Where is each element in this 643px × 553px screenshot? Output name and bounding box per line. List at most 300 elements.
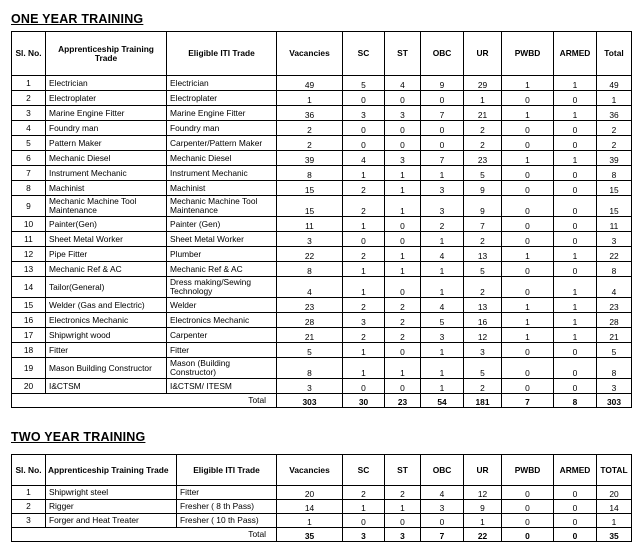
cell-total: 11 (597, 217, 632, 232)
cell-ur: 3 (464, 343, 502, 358)
cell-armed: 0 (554, 196, 597, 217)
cell-vacancies: 4 (277, 277, 343, 298)
table-row (12, 343, 632, 358)
cell-vacancies: 20 (277, 486, 343, 500)
header-obc: OBC (421, 455, 464, 486)
cell-ur: 16 (464, 313, 502, 328)
two-year-table (11, 454, 632, 542)
cell-ur: 2 (464, 277, 502, 298)
cell-armed: 1 (554, 151, 597, 166)
cell-sl: 2 (12, 91, 46, 106)
cell-armed: 0 (554, 262, 597, 277)
cell-sc: 4 (343, 151, 385, 166)
cell-total: 3 (597, 232, 632, 247)
cell-armed: 0 (554, 379, 597, 394)
cell-sc: 5 (343, 76, 385, 91)
cell-vacancies: 1 (277, 514, 343, 528)
total-total: 303 (597, 394, 632, 408)
cell-iti: Machinist (167, 181, 277, 196)
cell-obc: 0 (421, 91, 464, 106)
cell-st: 2 (385, 328, 421, 343)
cell-obc: 3 (421, 328, 464, 343)
cell-iti: I&CTSM/ ITESM (167, 379, 277, 394)
header-trade: Apprenticeship Training Trade (46, 455, 177, 486)
cell-armed: 0 (554, 136, 597, 151)
cell-vacancies: 3 (277, 232, 343, 247)
cell-obc: 4 (421, 486, 464, 500)
cell-sc: 1 (343, 343, 385, 358)
cell-st: 0 (385, 217, 421, 232)
cell-vacancies: 23 (277, 298, 343, 313)
cell-st: 2 (385, 298, 421, 313)
table-row (12, 166, 632, 181)
cell-st: 4 (385, 76, 421, 91)
cell-pwbd: 1 (502, 313, 554, 328)
cell-iti: Welder (167, 298, 277, 313)
table-row (12, 151, 632, 166)
cell-sl: 5 (12, 136, 46, 151)
cell-iti: Fresher ( 8 th Pass) (177, 500, 277, 514)
cell-ur: 12 (464, 486, 502, 500)
cell-ur: 5 (464, 358, 502, 379)
cell-armed: 0 (554, 514, 597, 528)
cell-sl: 18 (12, 343, 46, 358)
cell-sl: 12 (12, 247, 46, 262)
cell-obc: 1 (421, 358, 464, 379)
one-year-title: ONE YEAR TRAINING (11, 12, 144, 26)
header-trade: Apprenticeship Training Trade (46, 32, 167, 76)
cell-obc: 7 (421, 106, 464, 121)
cell-ur: 1 (464, 91, 502, 106)
table-row (12, 247, 632, 262)
cell-trade: Foundry man (46, 121, 167, 136)
table-row (12, 500, 632, 514)
cell-pwbd: 0 (502, 91, 554, 106)
cell-ur: 9 (464, 181, 502, 196)
cell-obc: 3 (421, 196, 464, 217)
cell-iti: Marine Engine Fitter (167, 106, 277, 121)
cell-trade: Pattern Maker (46, 136, 167, 151)
cell-sc: 0 (343, 232, 385, 247)
cell-iti: Sheet Metal Worker (167, 232, 277, 247)
cell-trade: Tailor(General) (46, 277, 167, 298)
cell-st: 1 (385, 181, 421, 196)
cell-trade: Welder (Gas and Electric) (46, 298, 167, 313)
cell-total: 4 (597, 277, 632, 298)
cell-trade: Shipwright wood (46, 328, 167, 343)
cell-obc: 5 (421, 313, 464, 328)
cell-total: 8 (597, 262, 632, 277)
cell-armed: 1 (554, 298, 597, 313)
cell-armed: 1 (554, 76, 597, 91)
cell-total: 20 (597, 486, 632, 500)
cell-obc: 4 (421, 247, 464, 262)
cell-trade: Mechanic Ref & AC (46, 262, 167, 277)
cell-armed: 1 (554, 277, 597, 298)
total-total: 35 (597, 528, 632, 542)
cell-pwbd: 1 (502, 76, 554, 91)
cell-obc: 0 (421, 514, 464, 528)
cell-trade: Shipwright steel (46, 486, 177, 500)
cell-sl: 3 (12, 106, 46, 121)
cell-total: 1 (597, 91, 632, 106)
total-ur: 181 (464, 394, 502, 408)
cell-armed: 0 (554, 91, 597, 106)
table-row (12, 232, 632, 247)
cell-pwbd: 1 (502, 106, 554, 121)
cell-ur: 2 (464, 136, 502, 151)
cell-armed: 1 (554, 328, 597, 343)
total-pwbd: 7 (502, 394, 554, 408)
cell-st: 0 (385, 91, 421, 106)
cell-total: 22 (597, 247, 632, 262)
cell-total: 39 (597, 151, 632, 166)
cell-sl: 11 (12, 232, 46, 247)
cell-sc: 0 (343, 136, 385, 151)
cell-iti: Mechanic Machine Tool Maintenance (167, 196, 277, 217)
cell-sl: 14 (12, 277, 46, 298)
cell-trade: Sheet Metal Worker (46, 232, 167, 247)
cell-st: 1 (385, 358, 421, 379)
cell-armed: 0 (554, 217, 597, 232)
cell-pwbd: 0 (502, 277, 554, 298)
header-sl: Sl. No. (12, 32, 46, 76)
header-ur: UR (464, 455, 502, 486)
cell-total: 23 (597, 298, 632, 313)
cell-st: 1 (385, 500, 421, 514)
table-row (12, 379, 632, 394)
cell-total: 8 (597, 166, 632, 181)
header-total: Total (597, 32, 632, 76)
cell-obc: 1 (421, 166, 464, 181)
table-row (12, 136, 632, 151)
cell-ur: 2 (464, 232, 502, 247)
cell-vacancies: 11 (277, 217, 343, 232)
total-vac: 303 (277, 394, 343, 408)
cell-sl: 8 (12, 181, 46, 196)
cell-st: 1 (385, 247, 421, 262)
header-ur: UR (464, 32, 502, 76)
cell-pwbd: 0 (502, 232, 554, 247)
cell-iti: Mechanic Ref & AC (167, 262, 277, 277)
table-row (12, 313, 632, 328)
cell-total: 5 (597, 343, 632, 358)
cell-vacancies: 8 (277, 262, 343, 277)
total-armed: 8 (554, 394, 597, 408)
cell-trade: Mechanic Machine Tool Maintenance (46, 196, 167, 217)
cell-trade: Instrument Mechanic (46, 166, 167, 181)
cell-armed: 0 (554, 486, 597, 500)
cell-st: 2 (385, 313, 421, 328)
cell-armed: 0 (554, 358, 597, 379)
header-iti: Eligible ITI Trade (167, 32, 277, 76)
cell-trade: Forger and Heat Treater (46, 514, 177, 528)
cell-st: 1 (385, 166, 421, 181)
cell-sc: 0 (343, 514, 385, 528)
table-row (12, 121, 632, 136)
cell-ur: 13 (464, 247, 502, 262)
cell-obc: 1 (421, 277, 464, 298)
header-vacancies: Vacancies (277, 455, 343, 486)
cell-ur: 9 (464, 196, 502, 217)
cell-sc: 2 (343, 196, 385, 217)
cell-sl: 1 (12, 76, 46, 91)
cell-sc: 1 (343, 262, 385, 277)
cell-iti: Mechanic Diesel (167, 151, 277, 166)
cell-st: 0 (385, 379, 421, 394)
cell-vacancies: 15 (277, 196, 343, 217)
total-armed: 0 (554, 528, 597, 542)
cell-obc: 3 (421, 181, 464, 196)
table-row (12, 217, 632, 232)
cell-sc: 2 (343, 247, 385, 262)
header-vacancies: Vacancies (277, 32, 343, 76)
table-row (12, 262, 632, 277)
cell-ur: 9 (464, 500, 502, 514)
cell-iti: Mason (Building Constructor) (167, 358, 277, 379)
cell-ur: 2 (464, 379, 502, 394)
cell-pwbd: 0 (502, 181, 554, 196)
cell-trade: Painter(Gen) (46, 217, 167, 232)
header-total: TOTAL (597, 455, 632, 486)
cell-obc: 1 (421, 379, 464, 394)
total-sc: 3 (343, 528, 385, 542)
table-row (12, 358, 632, 379)
cell-armed: 0 (554, 121, 597, 136)
cell-st: 0 (385, 514, 421, 528)
header-sc: SC (343, 455, 385, 486)
table-row (12, 277, 632, 298)
cell-total: 21 (597, 328, 632, 343)
cell-vacancies: 21 (277, 328, 343, 343)
cell-vacancies: 3 (277, 379, 343, 394)
total-row (12, 394, 632, 408)
cell-vacancies: 49 (277, 76, 343, 91)
cell-pwbd: 0 (502, 136, 554, 151)
cell-pwbd: 0 (502, 514, 554, 528)
cell-st: 0 (385, 136, 421, 151)
cell-pwbd: 1 (502, 328, 554, 343)
cell-ur: 29 (464, 76, 502, 91)
header-sc: SC (343, 32, 385, 76)
cell-pwbd: 0 (502, 217, 554, 232)
cell-vacancies: 8 (277, 358, 343, 379)
cell-armed: 0 (554, 166, 597, 181)
cell-st: 3 (385, 151, 421, 166)
cell-trade: Fitter (46, 343, 167, 358)
cell-obc: 0 (421, 136, 464, 151)
cell-pwbd: 0 (502, 379, 554, 394)
header-st: ST (385, 455, 421, 486)
cell-total: 3 (597, 379, 632, 394)
cell-vacancies: 2 (277, 136, 343, 151)
cell-sc: 0 (343, 379, 385, 394)
cell-total: 49 (597, 76, 632, 91)
total-ur: 22 (464, 528, 502, 542)
cell-ur: 5 (464, 262, 502, 277)
cell-total: 8 (597, 358, 632, 379)
cell-st: 0 (385, 232, 421, 247)
cell-ur: 5 (464, 166, 502, 181)
cell-sc: 3 (343, 106, 385, 121)
cell-sl: 7 (12, 166, 46, 181)
cell-trade: Pipe Fitter (46, 247, 167, 262)
cell-vacancies: 8 (277, 166, 343, 181)
cell-sc: 1 (343, 358, 385, 379)
total-row (12, 528, 632, 542)
cell-vacancies: 2 (277, 121, 343, 136)
table-row (12, 514, 632, 528)
cell-vacancies: 1 (277, 91, 343, 106)
total-sc: 30 (343, 394, 385, 408)
cell-sl: 2 (12, 500, 46, 514)
cell-trade: Electroplater (46, 91, 167, 106)
cell-obc: 7 (421, 151, 464, 166)
cell-armed: 0 (554, 343, 597, 358)
cell-trade: I&CTSM (46, 379, 167, 394)
cell-sc: 1 (343, 217, 385, 232)
cell-sc: 2 (343, 181, 385, 196)
cell-pwbd: 0 (502, 486, 554, 500)
table-row (12, 486, 632, 500)
cell-st: 1 (385, 196, 421, 217)
cell-pwbd: 1 (502, 298, 554, 313)
cell-vacancies: 5 (277, 343, 343, 358)
cell-iti: Carpenter (167, 328, 277, 343)
cell-pwbd: 0 (502, 262, 554, 277)
cell-obc: 2 (421, 217, 464, 232)
cell-sc: 1 (343, 277, 385, 298)
cell-iti: Carpenter/Pattern Maker (167, 136, 277, 151)
one-year-table (11, 31, 632, 408)
cell-trade: Rigger (46, 500, 177, 514)
cell-sc: 2 (343, 328, 385, 343)
cell-iti: Foundry man (167, 121, 277, 136)
cell-obc: 1 (421, 343, 464, 358)
total-obc: 54 (421, 394, 464, 408)
cell-sl: 19 (12, 358, 46, 379)
cell-vacancies: 39 (277, 151, 343, 166)
total-label: Total (12, 394, 277, 408)
cell-sl: 1 (12, 486, 46, 500)
cell-armed: 1 (554, 247, 597, 262)
cell-iti: Painter (Gen) (167, 217, 277, 232)
table-row (12, 196, 632, 217)
cell-vacancies: 14 (277, 500, 343, 514)
cell-obc: 1 (421, 232, 464, 247)
cell-total: 28 (597, 313, 632, 328)
total-st: 23 (385, 394, 421, 408)
total-st: 3 (385, 528, 421, 542)
two-year-title: TWO YEAR TRAINING (11, 430, 146, 444)
total-pwbd: 0 (502, 528, 554, 542)
table-row (12, 106, 632, 121)
cell-pwbd: 1 (502, 151, 554, 166)
header-st: ST (385, 32, 421, 76)
cell-obc: 3 (421, 500, 464, 514)
cell-total: 2 (597, 136, 632, 151)
cell-ur: 2 (464, 121, 502, 136)
cell-pwbd: 0 (502, 121, 554, 136)
table-row (12, 76, 632, 91)
cell-trade: Electronics Mechanic (46, 313, 167, 328)
cell-sl: 17 (12, 328, 46, 343)
cell-total: 2 (597, 121, 632, 136)
header-sl: Sl. No. (12, 455, 46, 486)
cell-pwbd: 0 (502, 166, 554, 181)
cell-sl: 20 (12, 379, 46, 394)
cell-ur: 7 (464, 217, 502, 232)
cell-sl: 3 (12, 514, 46, 528)
cell-sl: 4 (12, 121, 46, 136)
cell-pwbd: 0 (502, 343, 554, 358)
header-pwbd: PWBD (502, 32, 554, 76)
cell-ur: 21 (464, 106, 502, 121)
cell-armed: 0 (554, 181, 597, 196)
cell-ur: 12 (464, 328, 502, 343)
cell-trade: Machinist (46, 181, 167, 196)
cell-sc: 2 (343, 486, 385, 500)
cell-total: 14 (597, 500, 632, 514)
cell-iti: Plumber (167, 247, 277, 262)
header-iti: Eligible ITI Trade (177, 455, 277, 486)
cell-armed: 1 (554, 313, 597, 328)
cell-obc: 1 (421, 262, 464, 277)
cell-obc: 0 (421, 121, 464, 136)
total-obc: 7 (421, 528, 464, 542)
cell-total: 1 (597, 514, 632, 528)
table-row (12, 328, 632, 343)
cell-armed: 0 (554, 232, 597, 247)
header-obc: OBC (421, 32, 464, 76)
cell-sc: 3 (343, 313, 385, 328)
cell-armed: 1 (554, 106, 597, 121)
cell-sl: 10 (12, 217, 46, 232)
cell-st: 0 (385, 121, 421, 136)
cell-iti: Dress making/Sewing Technology (167, 277, 277, 298)
total-vac: 35 (277, 528, 343, 542)
header-pwbd: PWBD (502, 455, 554, 486)
cell-pwbd: 0 (502, 500, 554, 514)
cell-obc: 9 (421, 76, 464, 91)
cell-iti: Fitter (167, 343, 277, 358)
table-row (12, 91, 632, 106)
total-label: Total (12, 528, 277, 542)
cell-pwbd: 0 (502, 358, 554, 379)
cell-iti: Electronics Mechanic (167, 313, 277, 328)
cell-st: 0 (385, 277, 421, 298)
cell-pwbd: 0 (502, 196, 554, 217)
cell-iti: Electrician (167, 76, 277, 91)
header-armed: ARMED (554, 32, 597, 76)
cell-sl: 13 (12, 262, 46, 277)
cell-total: 15 (597, 181, 632, 196)
cell-trade: Mason Building Constructor (46, 358, 167, 379)
cell-sl: 15 (12, 298, 46, 313)
cell-st: 0 (385, 343, 421, 358)
cell-sc: 0 (343, 91, 385, 106)
cell-vacancies: 22 (277, 247, 343, 262)
cell-vacancies: 15 (277, 181, 343, 196)
cell-ur: 1 (464, 514, 502, 528)
cell-sc: 1 (343, 166, 385, 181)
cell-sc: 2 (343, 298, 385, 313)
cell-total: 15 (597, 196, 632, 217)
cell-iti: Fresher ( 10 th Pass) (177, 514, 277, 528)
cell-sl: 16 (12, 313, 46, 328)
cell-sc: 1 (343, 500, 385, 514)
cell-pwbd: 1 (502, 247, 554, 262)
